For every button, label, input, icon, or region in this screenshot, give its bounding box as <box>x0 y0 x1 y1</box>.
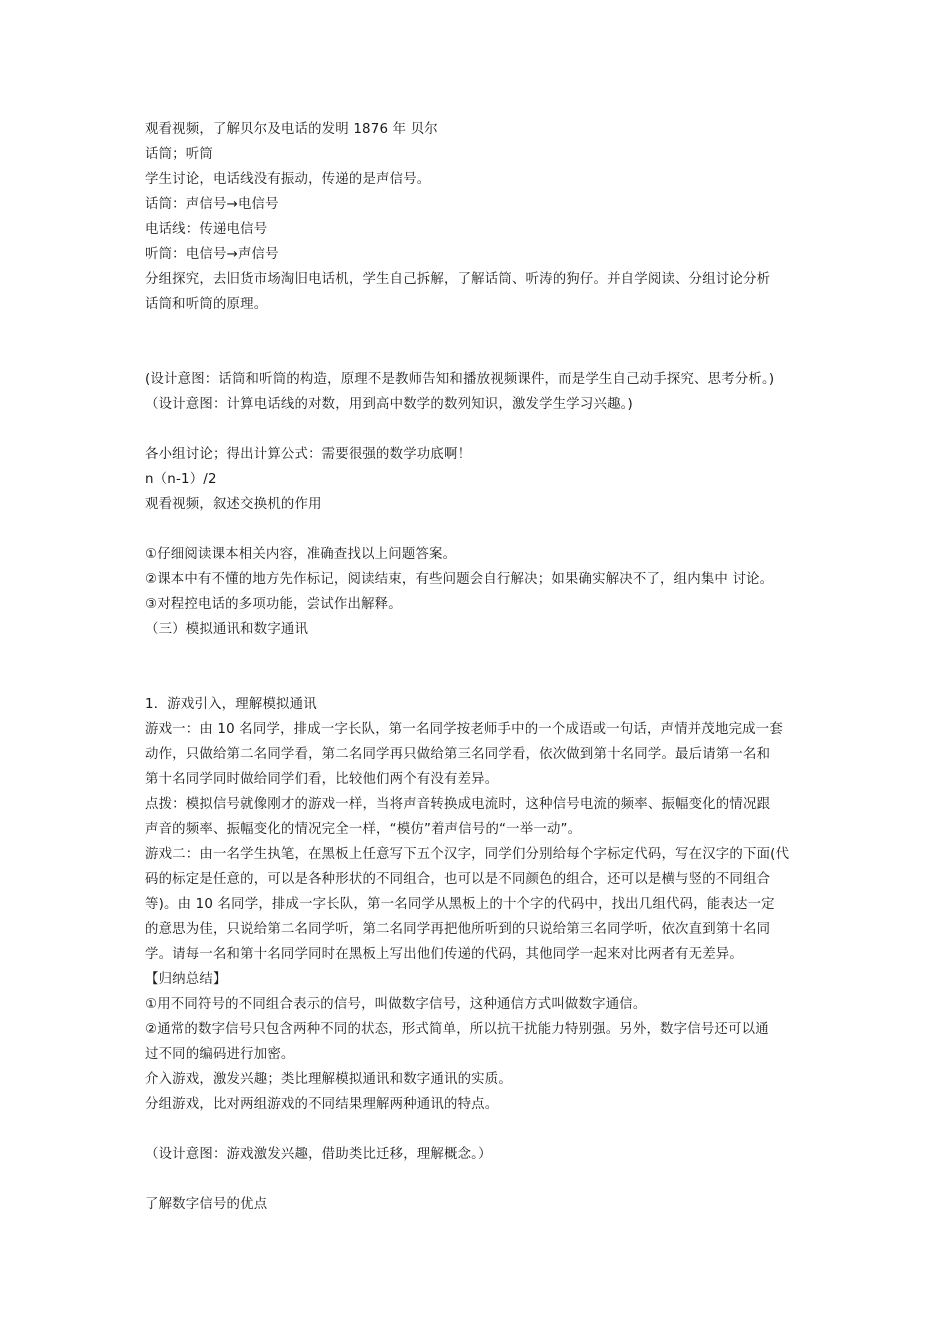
numbered-item: ①用不同符号的不同组合表示的信号，叫做数字信号，这种通信方式叫做数字通信。 <box>145 997 647 1012</box>
text-line: 等)。由 10 名同学，排成一字长队，第一名同学从黑板上的十个字的代码中，找出几组代码，能表达一定 <box>145 897 775 912</box>
text-line: 游戏一：由 10 名同学，排成一字长队，第一名同学按老师手中的一个成语或一句话，声情并茂地完成一套 <box>145 722 783 737</box>
numbered-item: ③对程控电话的多项功能，尝试作出解释。 <box>145 597 402 612</box>
text-line: 话筒和听筒的原理。 <box>145 297 268 312</box>
formula-line: n（n-1）/2 <box>145 472 217 487</box>
text-line: 分组探究，去旧货市场淘旧电话机，学生自己拆解，了解话筒、听涛的狗仔。并自学阅读、分组讨论分析 <box>145 272 771 287</box>
text-line: 过不同的编码进行加密。 <box>145 1047 295 1062</box>
subsection-heading: 1．游戏引入，理解模拟通讯 <box>145 697 317 712</box>
text-line: 学生讨论，电话线没有振动，传递的是声信号。 <box>145 172 431 187</box>
design-intent-note: （设计意图：游戏激发兴趣，借助类比迁移，理解概念。） <box>145 1147 492 1162</box>
text-line: 电话线：传递电信号 <box>145 222 268 237</box>
text-line: 动作，只做给第二名同学看，第二名同学再只做给第三名同学看，依次做到第十名同学。最后请第一名和 <box>145 747 771 762</box>
text-line: 点拨：模拟信号就像刚才的游戏一样，当将声音转换成电流时，这种信号电流的频率、振幅变化的情况跟 <box>145 797 771 812</box>
text-line: 观看视频，叙述交换机的作用 <box>145 497 322 512</box>
text-line: 介入游戏，激发兴趣；类比理解模拟通讯和数字通讯的实质。 <box>145 1072 512 1087</box>
text-line: 学。请每一名和第十名同学同时在黑板上写出他们传递的代码，其他同学一起来对比两者有无差异。 <box>145 947 743 962</box>
text-line: 分组游戏，比对两组游戏的不同结果理解两种通讯的特点。 <box>145 1097 499 1112</box>
numbered-item: ②通常的数字信号只包含两种不同的状态，形式简单，所以抗干扰能力特别强。另外，数字信号还可以通 <box>145 1022 769 1037</box>
text-line: 的意思为佳，只说给第二名同学听，第二名同学再把他所听到的只说给第三名同学听，依次直到第十名同 <box>145 922 771 937</box>
text-line: 观看视频，了解贝尔及电话的发明 1876 年 贝尔 <box>145 122 438 137</box>
numbered-item: ②课本中有不懂的地方先作标记，阅读结束，有些问题会自行解决；如果确实解决不了，组内集中 讨论。 <box>145 572 774 587</box>
text-line: 听筒：电信号→声信号 <box>145 247 279 262</box>
summary-heading: 【归纳总结】 <box>145 972 227 987</box>
text-line: 话筒：声信号→电信号 <box>145 197 279 212</box>
text-line: 各小组讨论；得出计算公式：需要很强的数学功底啊！ <box>145 447 472 462</box>
text-line: 第十名同学同时做给同学们看，比较他们两个有没有差异。 <box>145 772 499 787</box>
text-line: 了解数字信号的优点 <box>145 1197 268 1212</box>
design-intent-note: (设计意图：话筒和听筒的构造，原理不是教师告知和播放视频课件，而是学生自己动手探究、思考分析。) <box>145 372 775 387</box>
text-line: 码的标定是任意的，可以是各种形状的不同组合，也可以是不同颜色的组合，还可以是横与竖的不同组合 <box>145 872 771 887</box>
text-line: 游戏二：由一名学生执笔，在黑板上任意写下五个汉字，同学们分别给每个字标定代码，写在汉字的下面(代 <box>145 847 790 862</box>
numbered-item: ①仔细阅读课本相关内容，准确查找以上问题答案。 <box>145 547 457 562</box>
design-intent-note: （设计意图：计算电话线的对数，用到高中数学的数列知识，激发学生学习兴趣。) <box>145 397 633 412</box>
text-line: 声音的频率、振幅变化的情况完全一样，“模仿”着声信号的“一举一动”。 <box>145 822 582 837</box>
section-heading: （三）模拟通讯和数字通讯 <box>145 622 309 637</box>
text-line: 话筒；听筒 <box>145 147 213 162</box>
